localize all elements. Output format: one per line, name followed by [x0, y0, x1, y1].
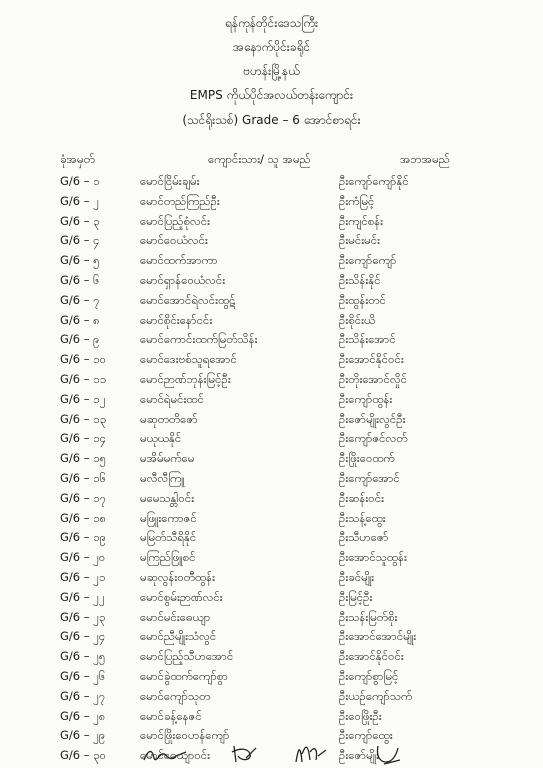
student-name: မောင်ဖြိုးဝေပာန်ကျော် — [140, 728, 230, 743]
list-title: (သင်ရိုးသစ်) Grade – 6 အောင်စာရင်း — [182, 113, 361, 127]
table-row — [0, 588, 543, 608]
roll-number: G/6 – ၁၆ — [60, 470, 107, 485]
roll-number: G/6 – ၄ — [60, 233, 100, 248]
student-name: မယုယနိုင် — [140, 431, 182, 446]
guardian-name: ဦးကျော်ကျော် — [339, 253, 397, 268]
table-row — [0, 390, 543, 410]
guardian-name: ဦးဖြိုးဝေထက် — [339, 451, 395, 466]
roll-number: G/6 – ၁၄ — [60, 431, 107, 446]
column-header-student: ကျောင်းသား/ သူ အမည် — [208, 152, 311, 166]
roll-number: G/6 – ၃ — [60, 213, 100, 228]
student-name: မလီလီကြူ — [140, 470, 185, 485]
student-name: မဆုတတိဇော် — [140, 411, 198, 426]
signatures-area — [0, 740, 543, 768]
guardian-name: ဦးတိုးအောင်လှိုင် — [339, 371, 408, 386]
guardian-name: ဦးဝေဖြိုးဦး — [339, 708, 382, 723]
table-row — [0, 311, 543, 331]
guardian-name: ဦးအောင်သူထွန်း — [339, 550, 407, 565]
guardian-name: ဦးမင်းမင်း — [339, 233, 381, 248]
table-row — [0, 509, 543, 529]
table-row — [0, 528, 543, 548]
roll-number: G/6 – ၁၅ — [60, 451, 107, 466]
roll-number: G/6 – ၂၄ — [60, 629, 106, 644]
guardian-name: ဦးထွန်းတင် — [339, 292, 386, 307]
guardian-name: ဦးသိန်းအောင် — [339, 332, 396, 347]
guardian-name: ဦးကျော်အောင် — [339, 470, 400, 485]
table-row — [0, 469, 543, 489]
student-name: မောင်စွမ်းဉာဏ်လင်း — [140, 589, 223, 604]
student-name: မောင်ညီမျိုးသံလွင် — [140, 629, 217, 644]
column-header-guardian: အဘအမည် — [400, 152, 450, 166]
roll-number: G/6 – ၉ — [60, 332, 100, 347]
roll-number: G/6 – ၁၉ — [60, 530, 107, 545]
student-name: မောင်ဉာဏ်ဘုန်းမြင့်ဦး — [140, 371, 231, 386]
roll-number: G/6 – ၂၁ — [60, 569, 106, 584]
student-name: မောင်အောင်ရဲလင်းထွဋ် — [140, 292, 236, 307]
student-name: မမေသန္တါဝင်း — [140, 490, 195, 505]
table-row — [0, 568, 543, 588]
table-row — [0, 667, 543, 687]
school-title: EMPS ကိုယ်ပိုင်အလယ်တန်းကျောင်း — [189, 88, 354, 102]
student-name: မောင်ခွဲထက်ကျော်စွာ — [140, 668, 229, 683]
table-row — [0, 350, 543, 370]
roll-number: G/6 – ၂၈ — [60, 708, 106, 723]
signature-2 — [228, 742, 260, 766]
table-row — [0, 212, 543, 232]
signature-1 — [142, 744, 190, 766]
student-name: မောင်တည်ကြည်ဦး — [140, 193, 220, 208]
student-name: မောင်ဝေယံလင်း — [140, 233, 208, 248]
guardian-name: ဦးကျော်ထွေး — [339, 728, 393, 743]
guardian-name: ဦးသန်းမြတ်စိုး — [339, 609, 398, 624]
table-row — [0, 489, 543, 509]
roll-number: G/6 – ၁ — [60, 174, 100, 188]
table-row — [0, 172, 543, 192]
student-name: မောင်ဓေယျာဝင်း — [140, 748, 211, 763]
guardian-name: ဦးမြင့်ဦး — [339, 589, 373, 604]
student-name: မဆုလွန်းဝတီထွန်း — [140, 569, 215, 584]
guardian-name: ဦးကျော်ထွန်း — [339, 391, 393, 406]
signature-4 — [372, 742, 402, 766]
student-name: မမြတ်သီရိနိုင် — [140, 530, 197, 545]
guardian-name: ဦးသိန်းနိုင် — [339, 272, 381, 287]
guardian-name: ဦးကျော်စွာမြင့် — [339, 668, 399, 683]
guardian-name: ဦးကျော်ဇင်လတ် — [339, 431, 408, 446]
table-row — [0, 271, 543, 291]
table-row — [0, 608, 543, 628]
table-row — [0, 410, 543, 430]
roll-number: G/6 – ၂၇ — [60, 688, 106, 703]
guardian-name: ဦးသီဟဇော် — [339, 530, 389, 545]
guardian-name: ဦးဇော်မျိုးလွင်ဦး — [339, 411, 406, 426]
guardian-name: ဦးအောင်နိုင်ဝင်း — [339, 352, 404, 367]
roll-number: G/6 – ၂၂ — [60, 589, 105, 604]
student-name: မောင်ဒေးဗစ်သူရအောင် — [140, 352, 237, 367]
table-row — [0, 192, 543, 212]
student-name: မောင်စိုင်းနော်ငင်း — [140, 312, 213, 327]
guardian-name: ဦးဇော်မျိုး — [339, 748, 380, 763]
roll-number: G/6 – ၂၅ — [60, 649, 106, 664]
guardian-name: ဦးကျော်ကျော်နိုင် — [339, 174, 409, 188]
table-row — [0, 251, 543, 271]
guardian-name: ဦးသန့်ထွေး — [339, 510, 386, 525]
student-name: မောင်ထက်အာကာ — [140, 253, 218, 268]
student-name: မောင်မင်းဓေယျာ — [140, 609, 211, 624]
guardian-name: ဦးယဉ်ကျော်သက် — [339, 688, 413, 703]
roll-number: G/6 – ၁၁ — [60, 371, 107, 386]
table-row — [0, 330, 543, 350]
guardian-name: ဦးအောင်နိုင်ဝင်း — [339, 649, 404, 664]
student-name: မအိမ်မက်မေ — [140, 451, 195, 466]
table-row — [0, 647, 543, 667]
student-name: မဖြူးကောဇင် — [140, 510, 197, 525]
table-row — [0, 687, 543, 707]
student-name: မောင်ငြိမ်းချမ်း — [140, 174, 200, 188]
township-title: ဗဟန်းမြို့နယ် — [243, 64, 300, 78]
signature-3 — [292, 740, 328, 766]
results-list — [0, 172, 543, 766]
student-name: မောင်ပြည့်စုံလင်း — [140, 213, 211, 228]
student-name: မကြည်ဖြူစင် — [140, 550, 196, 565]
roll-number: G/6 – ၂၀ — [60, 550, 106, 565]
roll-number: G/6 – ၇ — [60, 292, 100, 307]
table-row — [0, 370, 543, 390]
roll-number: G/6 – ၁၃ — [60, 411, 107, 426]
roll-number: G/6 – ၂၆ — [60, 668, 106, 683]
district-title: အနောက်ပိုင်းခရိုင် — [232, 40, 311, 54]
table-row — [0, 291, 543, 311]
roll-number: G/6 – ၁၇ — [60, 490, 107, 505]
roll-number: G/6 – ၁၂ — [60, 391, 106, 406]
student-name: မောင်ရှာန်ဝေယံလင်း — [140, 272, 226, 287]
region-title: ရန်ကုန်တိုင်းဒေသကြီး — [224, 16, 319, 30]
table-row — [0, 429, 543, 449]
table-row — [0, 548, 543, 568]
guardian-name: ဦးကံမြင့် — [339, 193, 375, 208]
student-name: မောင်ကောင်းထက်မြတ်သိန်း — [140, 332, 258, 347]
table-row — [0, 449, 543, 469]
guardian-name: ဦးကျင်စန်း — [339, 213, 384, 228]
table-row — [0, 707, 543, 727]
table-row — [0, 231, 543, 251]
guardian-name: ဦးစိုင်းယိ — [339, 312, 376, 327]
roll-number: G/6 – ၂၉ — [60, 728, 106, 743]
student-name: မောင်ပြည့်သီဟအောင် — [140, 649, 234, 664]
guardian-name: ဦးခင်မျိုး — [339, 569, 375, 584]
roll-number: G/6 – ၁၈ — [60, 510, 107, 525]
roll-number: G/6 – ၅ — [60, 253, 100, 268]
roll-number: G/6 – ၈ — [60, 312, 100, 327]
roll-number: G/6 – ၁၀ — [60, 352, 107, 367]
roll-number: G/6 – ၂၃ — [60, 609, 106, 624]
table-row — [0, 627, 543, 647]
student-name: မောင်ခန့်နေဇင် — [140, 708, 202, 723]
guardian-name: ဦးအောင်အောင်မျိုး — [339, 629, 417, 644]
student-name: မောင်ရဲမင်းထင် — [140, 391, 204, 406]
roll-number: G/6 – ၆ — [60, 272, 100, 287]
column-header-roll: ခုံအမှတ် — [60, 152, 95, 166]
roll-number: G/6 – ၃၀ — [60, 748, 107, 763]
roll-number: G/6 – ၂ — [60, 193, 99, 208]
student-name: မောင်ကျော်သုတ — [140, 688, 211, 703]
guardian-name: ဦးဆန်းဝင်း — [339, 490, 385, 505]
